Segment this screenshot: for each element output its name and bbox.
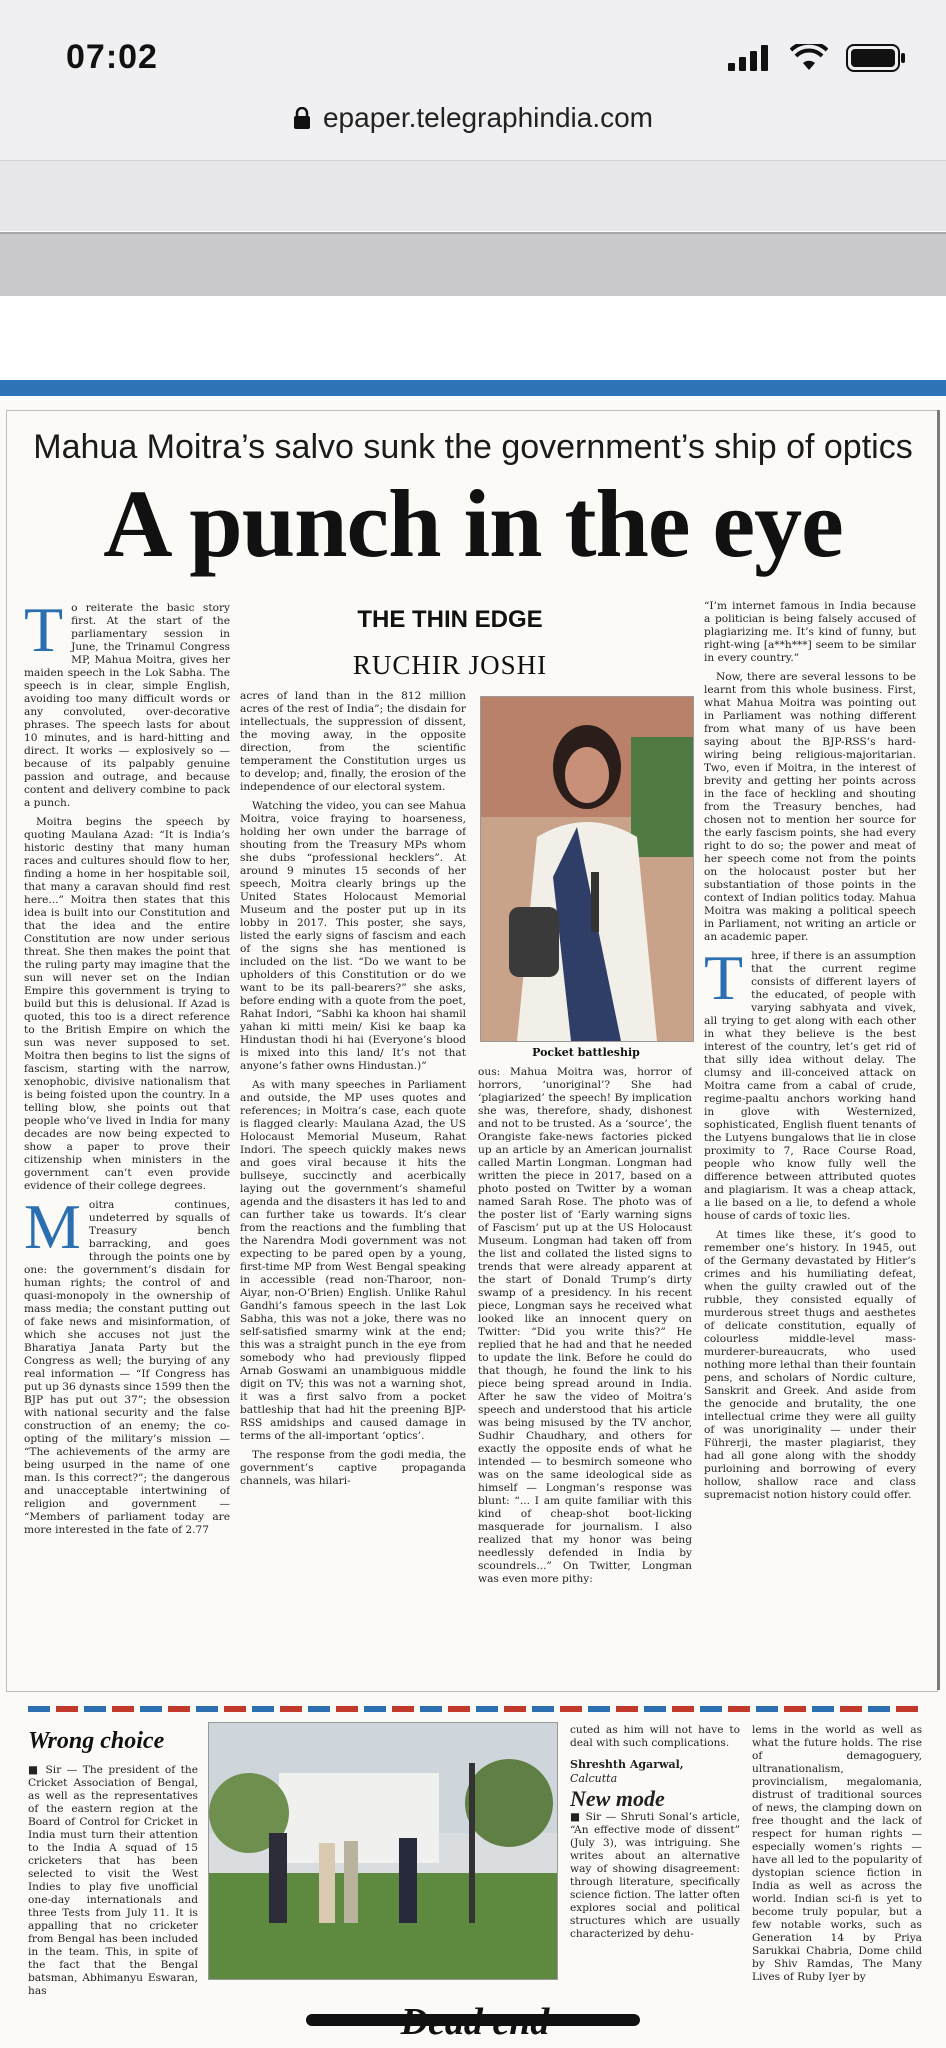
article-paragraph: ous: Mahua Moitra was, horror of horrors, ‘unoriginal’? She had ‘plagiarized’ the speech! By implication she was, therefore, shady, dishonest and not to be trusted. As a ‘source’, the Orangiste fake-news factories picked up an article by an American journalist called Martin Longman. Longman had written the piece in 2017, based on a photo posted on Twitter by a woman named Sarah Rose. The photo was of the poster list of ‘Early warning signs of Fascism’ put up at the US Holocaust Museum. Longman had taken off from the list and collated the listed signs to trends that were already apparent at the start of Donald Trump’s dirty swamp of a presidency. In his recent piece, Longman says he received what looked like an innocent query on Twitter: “Did you write this?” He replied that he had and that he needed to update the link. Before he could do that though, he found the link to his piece being spread around in India. After he saw the video of Moitra’s speech and understood that his article was being misused by the TV anchor, Sudhir Chaudhary, and others for exactly the opposite ends of what he intended — to besmirch someone who was on the same ideological side as himself — Longman’s response was blunt: “... I am quite familiar with this kind of cheap-shot boot-licking masquerade for journalism. I also realized that my honor was being needlessly defended in India by scoundrels...” On Twitter, Longman was even more pithy: <box>478 1066 692 1585</box>
article-column-2 <box>240 690 466 1696</box>
article-column-4 <box>704 600 916 1696</box>
column-name: THE THIN EDGE <box>357 606 543 633</box>
photo-illustration <box>481 697 693 1041</box>
letter-text: ■ Sir — The president of the Cricket Association of Bengal, as well as the representatives of the eastern region at the Board of Control for Cricket in India must turn their attention to the India A squad of 15 cricketers that has been selected to visit the West Indies to play five unofficial one-day internationals and three Tests from July 11. It is appalling that no cricketer from Bengal has been included in the team. This, in spite of the fact that the Bengal batsman, Abhimanyu Eswaran, has <box>28 1764 198 1997</box>
article-paragraph: hree, if there is an assumption that the current regime consists of different layers of the educated, of people with varying sabhyata and vivek, all trying to get along with each other in what they believe is the best interest of the country, let’s get rid of that silly idea without delay. The clumsy and ill-conceived attack on Moitra came from a cabal of crude, regime-paaltu anchors working hand in glove with Westernized, sophisticated, English fluent tenants of the Lutyens bungalows that lie in close proximity to 7, Race Course Road, people who know fully well the difference between attributed quotes and plagiarism. It was a cheap attack, a lie based on a lie, to defend a whole house of cards of toxic lies. <box>704 950 916 1222</box>
letter-text: ■ Sir — Shruti Sonal’s article, “An effective mode of dissent” (July 3), was intriguing. She writes about an alternative way of showing disagreement: through literature, specifically science fiction. The latter often explores social and political structures which are usually characterized by dehu- <box>570 1811 740 1940</box>
article-paragraph: As with many speeches in Parliament and outside, the MP uses quotes and references; in Moitra’s case, each quote is flagged clearly: Maulana Azad, the US Holocaust Memorial Museum, Rahat Indori. The speech quickly makes news and goes viral because it hits the bullseye, succinctly and acerbically laying out the government’s shameful agenda and the disasters it has led to and can further take us towards. It’s clear from the reactions and the fumbling that the Narendra Modi government was not expecting to be pared open by a young, first-time MP from West Bengal speaking in accessible (read non-Tharoor, non-Aiyar, non-O’Brien) English. Unlike Rahul Gandhi’s famous speech in the last Lok Sabha, this was not a joke, there was no self-satisfied smarmy wink at the end; this was a straight punch in the eye from somebody who had previously flipped Arnab Goswami an unambiguous middle digit on TV; this was not a warning shot, it was a first salvo from a pocket battleship that had hit the preening BJP-RSS amidships and caused damage in terms of the all-important ‘optics’. <box>240 1079 466 1442</box>
status-time: 07:02 <box>66 38 158 76</box>
lock-icon <box>293 107 311 129</box>
page-gap <box>0 296 946 380</box>
article-column-1 <box>24 602 230 1696</box>
letter-text: lems in the world as well as what the future holds. The rise of demagoguery, ultranationalism, provincialism, megalomania, distrust of traditional sources of news, the clamping down on free thought and the lack of respect for human rights — especially women’s rights — have all led to the popularity of dystopian science fiction in India as well as across the world. Indian sci-fi is yet to become truly popular, but a few notable works, such as Generation 14 by Priya Sarukkai Chabria, Dome child by Shiv Ramdas, The Many Lives of Ruby Iyer by <box>752 1724 922 1983</box>
photo-caption: Pocket battleship <box>532 1046 640 1059</box>
article-kicker: Mahua Moitra’s salvo sunk the government’s ship of optics <box>33 428 913 466</box>
author-byline: RUCHIR JOSHI <box>352 650 548 680</box>
system-icons <box>728 44 906 72</box>
article-paragraph: At times like these, it’s good to remember one’s history. In 1945, out of the Germany devastated by Hitler’s crimes and his humiliating defeat, when the guilty crawled out of the rubble, they consisted equally of murderous street thugs and aesthetes of delicate constitution, equally of colourless middle-level mass-murderer-bureaucrats, who used nothing more lethal than their fountain pens, and scholars of Nordic culture, Sanskrit and Greek. And aside from the genocide and brutality, the one intellectual crime they were all guilty of was unoriginality — under their Führerji, the master plagiarist, they had all gone along with the shoddy purloining and borrowing of every hollow, shallow race and class supremacist notion history could offer. <box>704 1229 916 1501</box>
status-bar <box>0 0 946 110</box>
article-paragraph: Watching the video, you can see Mahua Moitra, voice fraying to hoarseness, holding her own under the barrage of shouting from the Treasury MPs whom she dubs “professional hecklers”. At around 9 minutes 15 seconds of her speech, Moitra clearly brings up the United States Holocaust Memorial Museum and the poster put up in its lobby in 2017. This poster, she says, listed the early signs of fascism and each of the signs she has mentioned is included on the list. “Do we want to be upholders of this Constitution or do we want to be its pall-bearers?” she asks, before ending with a quote from the poet, Rahat Indori, “Sabhi ka khoon hai shamil yahan ki mitti mein/ Kisi ke baap ka Hindustan thodi hi hai (Everyone’s blood is mixed into this land/ It’s not that anyone’s father owns Hindustan.)” <box>240 800 466 1072</box>
toolbar-strip <box>0 160 946 231</box>
article-paragraph: Moitra begins the speech by quoting Maulana Azad: “It is India’s historic destiny that many human races and cultures should flow to her, finding a home in her hospitable soil, that many a caravan should find rest here...” Moitra then states that this idea is built into our Constitution and that the idea and the entire Constitution are now under serious threat. She then makes the point that the ruling party may imagine that the sun will never set on the Indian Empire this government is trying to build but this is delusional. If Azad is quoted, this too is a direct reference to the British Empire on which the sun was never supposed to set. Moitra then begins to list the signs of fascism, starting with the narrow, xenophobic, divisive nationalism that is being foisted upon the country. In a telling blow, she points out that people who’ve lived in India for many decades are now being expected to show a paper to prove their citizenship when ministers in the government can’t even provide evidence of their college degrees. <box>24 816 230 1192</box>
wifi-icon <box>790 44 828 72</box>
letter-column-4 <box>752 1724 922 2048</box>
letter-heading: New mode <box>570 1786 665 1811</box>
article-paragraph: “I’m internet famous in India because a politician is being falsely accused of plagiarizing me. It’s kind of funny, but right-wing [a**h***] seem to be similar in every country.” <box>704 600 916 664</box>
dropcap: M <box>24 1191 81 1262</box>
letter-text: cuted as him will not have to deal with such complications. <box>570 1724 740 1749</box>
article-column-3 <box>478 1066 692 1696</box>
viewer-toolbar <box>0 232 946 298</box>
article-paragraph: o reiterate the basic story first. At the start of the parliamentary session in June, the Trinamul Congress MP, Mahua Moitra, gives her maiden speech in the Lok Sabha. The speech is in clear, simple English, avoiding too many difficult words or any convoluted, over-decorative phrases. The speech lasts for about 10 minutes, and is hard-hitting and direct. It works — explosively so — because of its palpably genuine passion and outrage, and because content and delivery combine to pack a punch. <box>24 602 230 809</box>
dropcap: T <box>704 942 744 1013</box>
section-divider <box>28 1706 918 1712</box>
letter-heading: Wrong choice <box>28 1728 165 1754</box>
article-paragraph: Now, there are several lessons to be learnt from this whole business. First, what Mahua Moitra was pointing out in Parliament was nothing different from what many of us have been saying about the BJP-RSS’s hard-wiring being religious-majoritarian. Two, even if Moitra, in the interest of brevity and getting her points across in the face of heckling and shouting from the Treasury benches, had chosen not to mention her source for the early fascism points, she had every right to do so; the power and meat of her speech come not from the points on the holocaust poster but her substantiation of those points in the context of Indian politics today. Mahua Moitra was making a political speech in Parliament, not writing an article or an academic paper. <box>704 671 916 943</box>
article-photo <box>480 696 694 1042</box>
home-indicator[interactable] <box>306 2014 640 2026</box>
masthead-rule <box>0 380 946 396</box>
article-paragraph: acres of land than in the 812 million acres of the rest of India”; the disdain for intellectuals, the suppression of dissent, the moving away, in the opposite direction, from the scientific temperament the Constitution urges us to develop; and, finally, the erosion of the independence of our electoral system. <box>240 690 466 793</box>
letter-signature: Shreshth Agarwal, <box>570 1758 684 1771</box>
address-bar[interactable] <box>0 100 946 160</box>
article-headline: A punch in the eye <box>103 470 843 577</box>
url-text[interactable]: epaper.telegraphindia.com <box>322 102 653 133</box>
dropcap: T <box>24 602 64 665</box>
photo-illustration <box>209 1723 557 1979</box>
article-paragraph: oitra continues, undeterred by squalls of Treasury bench barracking, and goes through the points one by one: the government’s disdain for human rights; the control of and quasi-monopoly in the ownership of mass media; the constant putting out of fake news and misinformation, of which she accuses not just the Bharatiya Janata Party but the Congress as well; the burying of any real information — “If Congress has put up 36 dynasts since 1599 then the BJP has put out 37”; the obsession with national security and the false construction of an enemy; the co-opting of the military’s mission — “The achievements of the army are being usurped in the name of one man. Is this correct?”; the dangerous and unacceptable intertwining of religion and government — “Members of parliament today are more interested in the fate of 2.77 <box>24 1199 230 1536</box>
battery-icon <box>846 44 906 72</box>
scroll-indicator[interactable] <box>937 410 940 1690</box>
letters-photo <box>208 1722 558 1980</box>
signal-icon <box>728 45 772 71</box>
letter-column-1 <box>28 1764 198 2048</box>
article-paragraph: The response from the godi media, the government’s captive propaganda channels, was hilari- <box>240 1449 466 1487</box>
letter-location: Calcutta <box>570 1772 618 1785</box>
